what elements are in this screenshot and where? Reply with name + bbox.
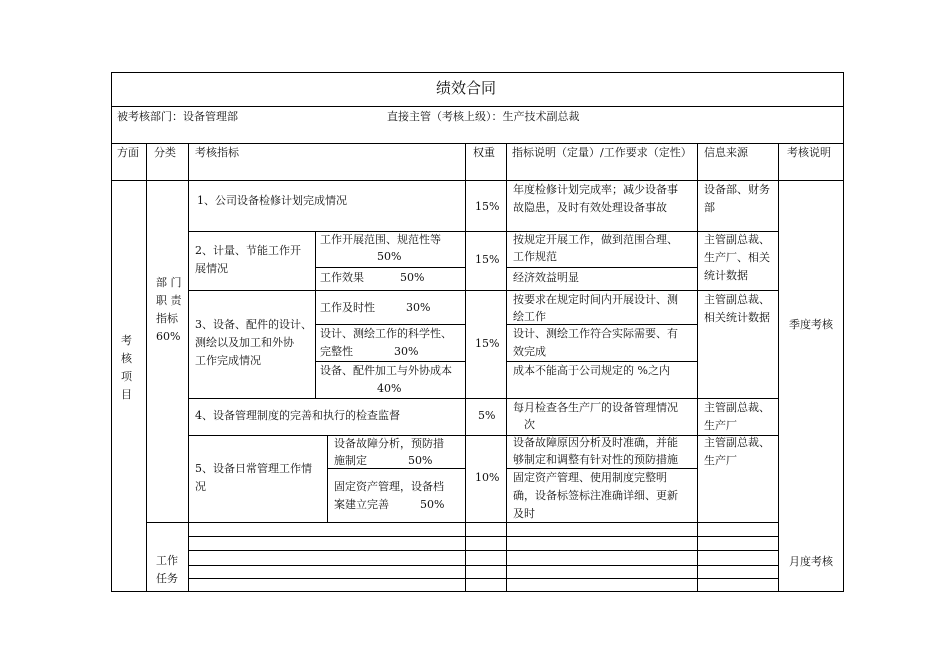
rule-title [111, 106, 844, 107]
blank-rule-4 [188, 578, 778, 579]
rule-r2 [188, 290, 778, 291]
r1-desc-line: 年度检修计划完成率；减少设备事 [513, 183, 678, 196]
header-category: 分类 [154, 146, 176, 159]
header-aspect: 方面 [117, 146, 139, 159]
rule-r3-sub2 [315, 361, 465, 362]
r2-desc-line: 按规定开展工作，做到范围合理、 [513, 233, 678, 246]
aspect-char: 核 [121, 352, 132, 365]
r5-sub1-text: 施制定 [334, 454, 367, 467]
r5-indicator-line: 5、设备日常管理工作情 [195, 462, 312, 475]
header-weight: 权重 [473, 146, 495, 159]
r3-sub2-weight: 30% [394, 345, 419, 358]
performance-contract [111, 72, 844, 592]
aspect-char: 目 [121, 388, 132, 401]
r3-sub2-text: 完整性 [320, 345, 353, 358]
r3-source-line: 主管副总裁、 [704, 293, 770, 306]
r2-indicator-line: 2、计量、节能工作开 [195, 244, 301, 257]
r2-desc-line: 工作规范 [513, 250, 557, 263]
r5-indicator-line: 况 [195, 480, 206, 493]
r5-sub2-weight: 50% [420, 498, 445, 511]
category-work-line: 任务 [156, 572, 178, 585]
supervisor-label: 直接主管（考核上级）：生产技术副总裁 [387, 110, 580, 123]
rule-r3-desc2 [506, 361, 697, 362]
r3-sub3-text: 设备、配件加工与外协成本 [320, 364, 452, 377]
header-indicator: 考核指标 [195, 146, 239, 159]
header-note: 考核说明 [787, 146, 831, 159]
r4-source-line: 主管副总裁、 [704, 401, 770, 414]
r2-sub1-weight: 50% [377, 250, 402, 263]
col-source [697, 143, 698, 592]
r2-indicator-line: 展情况 [195, 262, 228, 275]
r5-sub1-weight: 50% [408, 454, 433, 467]
border-right [843, 72, 844, 592]
r3-sub1-weight: 30% [406, 301, 431, 314]
aspect-char: 考 [121, 334, 132, 347]
r3-sub3-weight: 40% [377, 382, 402, 395]
r1-desc-line: 故隐患，及时有效处理设备事故 [513, 201, 667, 214]
border-left [111, 72, 112, 592]
rule-r2-sub [315, 267, 465, 268]
r3-desc-line: 成本不能高于公司规定的 %之内 [513, 364, 670, 377]
category-dept-line: 部 门 [156, 276, 182, 289]
r3-desc-line: 设计、测绘工作符合实际需要、有 [513, 327, 678, 340]
col-aspect [146, 143, 147, 592]
r3-desc-line: 按要求在规定时间内开展设计、测 [513, 293, 678, 306]
r5-desc-line: 够制定和调整有针对性的预防措施 [513, 453, 678, 466]
rule-r5 [146, 522, 778, 523]
r1-indicator: 1、公司设备检修计划完成情况 [197, 194, 347, 207]
note-quarterly: 季度考核 [789, 318, 833, 331]
r5-weight: 10% [475, 471, 500, 484]
col-category [188, 143, 189, 592]
rule-dept [111, 143, 844, 144]
border-top [111, 72, 844, 73]
r4-indicator: 4、设备管理制度的完善和执行的检查监督 [195, 409, 400, 422]
blank-rule-2 [188, 550, 778, 551]
blank-rule-1 [188, 536, 778, 537]
r4-source-line: 生产厂 [704, 419, 737, 432]
category-work-line: 工作 [156, 554, 178, 567]
r1-weight: 15% [475, 200, 500, 213]
r3-desc-line: 绘工作 [513, 310, 546, 323]
header-description: 指标说明（定量）/工作要求（定性） [512, 146, 692, 159]
category-dept-line: 60% [156, 330, 181, 343]
r5-desc-line: 固定资产管理、使用制度完整明 [513, 471, 667, 484]
r5-sub2-text: 案建立完善 [334, 498, 389, 511]
border-bottom [111, 591, 844, 592]
r5-sub2-text: 固定资产管理，设备档 [334, 480, 444, 493]
r2-sub2-weight: 50% [400, 271, 425, 284]
rule-r2-desc [506, 267, 697, 268]
r2-source-line: 统计数据 [704, 269, 748, 282]
rule-header [111, 180, 844, 181]
r2-sub1-text: 工作开展范围、规范性等 [320, 233, 441, 246]
rule-r4 [188, 435, 778, 436]
r5-source-line: 主管副总裁、 [704, 436, 770, 449]
col-r3-sub [315, 290, 316, 398]
r5-desc-line: 设备故障原因分析及时准确，并能 [513, 436, 678, 449]
r5-source-line: 生产厂 [704, 454, 737, 467]
r5-desc-line: 及时 [513, 507, 535, 520]
category-dept-line: 指标 [156, 312, 178, 325]
col-weight [465, 143, 466, 592]
r1-source-line: 设备部、财务 [704, 183, 770, 196]
r1-source-line: 部 [704, 201, 715, 214]
r4-desc-line: 次 [524, 418, 535, 431]
r5-desc-line: 确，设备标签标注准确详细、更新 [513, 489, 678, 502]
col-r2-sub [315, 231, 316, 290]
r3-indicator-line: 工作完成情况 [195, 354, 261, 367]
rule-r5-desc [506, 468, 697, 469]
note-monthly: 月度考核 [789, 555, 833, 568]
r2-source-line: 生产厂、相关 [704, 251, 770, 264]
r2-weight: 15% [475, 253, 500, 266]
r4-desc-line: 每月检查各生产厂的设备管理情况 [513, 401, 678, 414]
r3-desc-line: 效完成 [513, 345, 546, 358]
r4-weight: 5% [478, 409, 496, 422]
r3-sub1-text: 工作及时性 [320, 301, 375, 314]
r3-weight: 15% [475, 337, 500, 350]
category-dept-line: 职 责 [156, 294, 182, 307]
rule-r1 [188, 231, 778, 232]
dept-label: 被考核部门：设备管理部 [117, 110, 238, 123]
col-desc [506, 143, 507, 592]
col-r5-sub [327, 435, 328, 522]
r2-desc-line: 经济效益明显 [513, 271, 579, 284]
r2-source-line: 主管副总裁、 [704, 233, 770, 246]
rule-r3-sub1 [315, 324, 465, 325]
rule-r3 [188, 398, 778, 399]
r3-sub2-text: 设计、测绘工作的科学性、 [320, 327, 452, 340]
header-source: 信息来源 [704, 146, 748, 159]
r2-sub2-text: 工作效果 [320, 271, 364, 284]
blank-rule-3 [188, 565, 778, 566]
r5-sub1-text: 设备故障分析，预防措 [334, 437, 444, 450]
r3-indicator-line: 3、设备、配件的设计、 [195, 318, 312, 331]
r3-source-line: 相关统计数据 [704, 311, 770, 324]
aspect-char: 项 [121, 370, 132, 383]
r3-indicator-line: 测绘以及加工和外协 [195, 336, 294, 349]
col-note [778, 143, 779, 592]
page-title: 绩效合同 [436, 79, 497, 97]
